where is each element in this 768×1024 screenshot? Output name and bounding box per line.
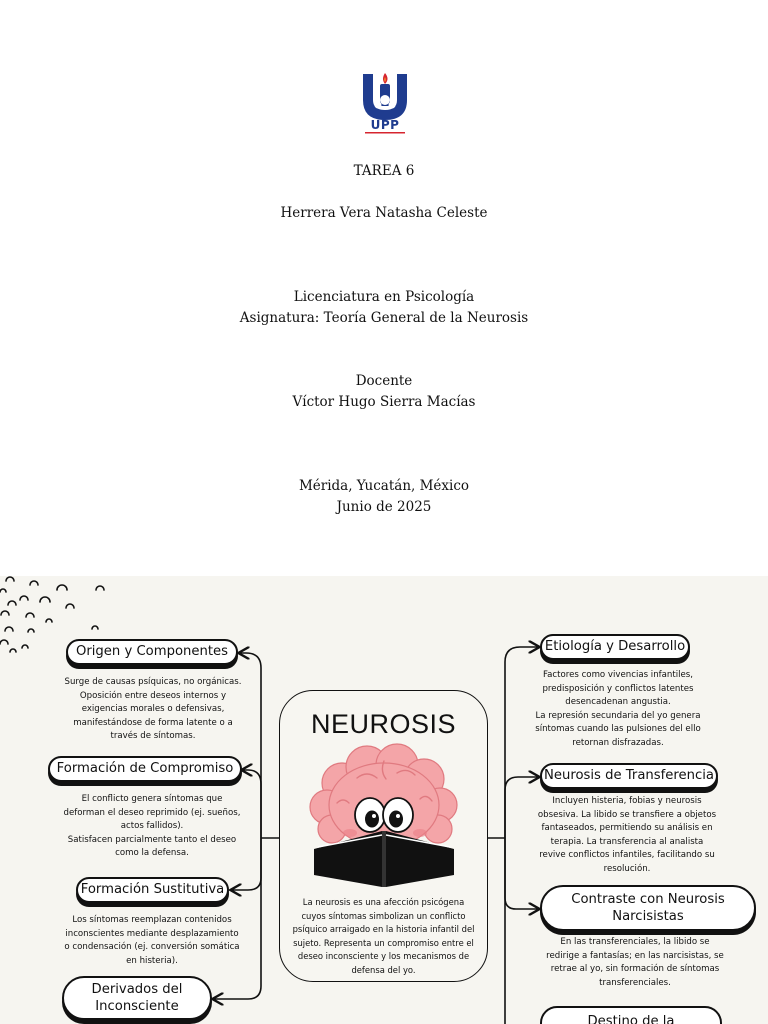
branch-substitutive-title: Formación Sustitutiva (76, 877, 229, 903)
branch-origin-text: Surge de causas psíquicas, no orgánicas. Oposición entre deseos internos y exigencias morales o defensivas, manifestándose de forma latente o a través de síntomas. (64, 677, 242, 741)
logo-text: UPP (370, 118, 400, 132)
central-topic-card (279, 690, 488, 982)
subject-name: Asignatura: Teoría General de la Neurosis (239, 310, 529, 326)
place: Mérida, Yucatán, México (298, 478, 470, 494)
central-topic-description: La neurosis es una afección psicógena cuyos síntomas simbolizan un conflicto psíquico arraigado en la historia infantil del sujeto. Representa un compromiso entre el deseo inconsciente y los mecanismos de defensa del yo. (292, 897, 475, 975)
teacher-label: Docente (355, 373, 413, 389)
branch-transference-text: Incluyen histeria, fobias y neurosis obsesiva. La libido se transfiere a objetos fantaseados, permitiendo su análisis en terapia. La transferencia al analista revive conflictos infantiles, facilitando su resolución. (537, 796, 717, 874)
branch-etiology-text: Factores como vivencias infantiles, predisposición y conflictos latentes desencadenan angustia. La represión secundaria del yo genera síntomas cuando las pulsiones del ello retornan disfrazadas. (535, 670, 701, 748)
degree-name: Licenciatura en Psicología (293, 289, 475, 305)
brain-reading-book-illustration (302, 743, 467, 888)
branch-compromise-title: Formación de Compromiso (48, 756, 242, 782)
branch-transference-title: Neurosis de Transferencia (540, 763, 718, 789)
task-title: TAREA 6 (353, 163, 415, 179)
mind-map (0, 576, 768, 1024)
branch-origin-title: Origen y Componentes (66, 639, 238, 665)
central-topic-title: NEUROSIS (310, 709, 457, 739)
branch-destiny-title: Destino de la (540, 1006, 722, 1024)
branch-derivatives-title: Derivados del Inconsciente (62, 976, 212, 1020)
branch-narcissistic-title: Contraste con Neurosis Narcisistas (540, 885, 756, 931)
branch-substitutive-text: Los síntomas reemplazan contenidos inconscientes mediante desplazamiento o condensación (ej. conversión somática en histeria). (64, 915, 240, 966)
date: Junio de 2025 (336, 499, 432, 515)
student-name: Herrera Vera Natasha Celeste (280, 205, 488, 221)
branch-narcissistic-text: En las transferenciales, la libido se redirige a fantasías; en las narcisistas, se retrae al yo, sin formación de síntomas transferenciales. (546, 937, 724, 988)
teacher-name: Víctor Hugo Sierra Macías (292, 394, 476, 410)
branch-compromise-text: El conflicto genera síntomas que deforman el deseo reprimido (ej. sueños, actos fallidos). Satisfacen parcialmente tanto el deseo como la defensa. (63, 794, 241, 858)
branch-etiology-title: Etiología y Desarrollo (540, 634, 690, 660)
